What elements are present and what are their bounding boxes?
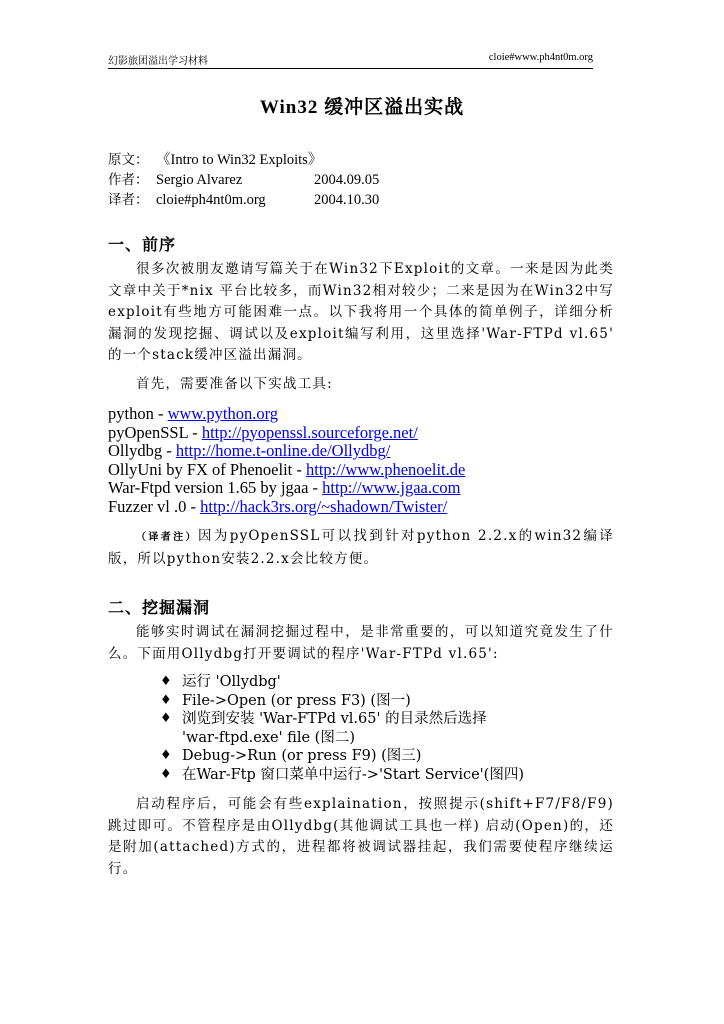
tool-name: pyOpenSSL - [108,422,202,442]
section-heading-preface: 一、前序 [108,235,177,254]
tool-link[interactable]: www.python.org [167,404,279,423]
tool-name: War-Ftpd version 1.65 by jgaa - [108,478,323,498]
tool-link[interactable]: http://www.phenoelit.de [306,459,466,479]
tool-name: python - [108,404,168,423]
page-header [108,52,593,69]
vuln-paragraph: 能够实时调试在漏洞挖掘过程中，是非常重要的，可以知道究竟发生了什么。下面用Ollydbg打开要调试的程序'War-FTPd vl.65': [108,624,614,662]
step-item [160,766,524,785]
steps-list [160,673,524,785]
step-item [160,710,524,729]
header-right-text: cloie#www.ph4nt0m.org [488,52,593,63]
meta-label: 译者： [108,192,149,208]
diamond-bullet-icon: ♦ [160,692,172,708]
step-text: File->Open (or press F3) (图一) [182,692,411,709]
meta-original [108,150,322,170]
translator-note-tag: （译者注） [136,532,198,543]
document-title: Win32 缓冲区溢出实战 [259,97,465,118]
tool-item [108,405,465,424]
tool-item [108,461,465,480]
tool-link[interactable]: http://home.t-online.de/Ollydbg/ [175,441,391,461]
step-item [160,692,524,711]
translator-note [108,526,614,570]
step-text: 在War-Ftp 窗口菜单中运行->'Start Service'(图四) [182,766,524,783]
tool-link[interactable]: http://hack3rs.org/~shadown/Twister/ [200,496,448,516]
header-left-text: 幻影旅团溢出学习材料 [108,56,208,67]
meta-value: 《Intro to Win32 Exploits》 [156,152,323,168]
meta-value: cloie#ph4nt0m.org [156,192,266,208]
section-heading-vuln: 二、挖掘漏洞 [108,598,211,617]
meta-label: 作者： [108,172,149,188]
diamond-bullet-icon: ♦ [160,748,172,764]
preface-paragraph: 很多次被朋友邀请写篇关于在Win32下Exploit的文章。一来是因为此类文章中关于*nix 平台比较多，而Win32相对较少；二来是因为在Win32中写exploit有些地方可能困难一点。以下我将用一个具体的简单例子，详细分析漏洞的发现挖掘、调试以及exploit编写利用，这里选择'War-FTPd vl.65' 的一个stack缓冲区溢出漏洞。 [108,261,614,363]
tools-list [108,405,465,517]
tool-item [108,498,465,517]
translator-note-text: 因为pyOpenSSL可以找到针对python 2.2.x的win32编译版，所以python安装2.2.x会比较方便。 [108,528,614,567]
step-continuation: 'war-ftpd.exe' file (图二) [182,729,355,746]
tool-name: Ollydbg - [108,441,176,461]
step-item [160,673,524,692]
tool-name: Fuzzer vl .0 - [108,496,201,516]
tool-item [108,424,465,443]
tool-name: OllyUni by FX of Phenoelit - [108,459,306,479]
tool-item [108,442,465,461]
step-text: 浏览到安装 'War-FTPd vl.65' 的目录然后选择 [182,711,487,728]
tool-link[interactable]: http://pyopenssl.sourceforge.net/ [201,422,418,442]
tool-link[interactable]: http://www.jgaa.com [322,478,461,498]
meta-label: 原文： [108,152,149,168]
meta-value: Sergio Alvarez [156,172,243,188]
diamond-bullet-icon: ♦ [160,674,172,689]
step-item [160,747,524,766]
step-text: 运行 'Ollydbg' [182,674,281,690]
meta-date: 2004.09.05 [314,172,380,188]
startup-paragraph: 启动程序后，可能会有些explaination，按照提示(shift+F7/F8/F9)跳过即可。不管程序是由Ollydbg(其他调试工具也一样) 启动(Open)的，还是附加(attached)方式的，进程都将被调试器挂起，我们需要使程序继续运行。 [108,796,614,877]
meta-author [108,170,379,190]
diamond-bullet-icon: ♦ [160,711,172,727]
tool-item [108,479,465,498]
tools-intro: 首先，需要准备以下实战工具: [136,376,333,392]
step-text: Debug->Run (or press F9) (图三) [182,748,422,765]
diamond-bullet-icon: ♦ [160,766,172,782]
meta-date: 2004.10.30 [314,192,380,208]
meta-translator [108,190,379,210]
